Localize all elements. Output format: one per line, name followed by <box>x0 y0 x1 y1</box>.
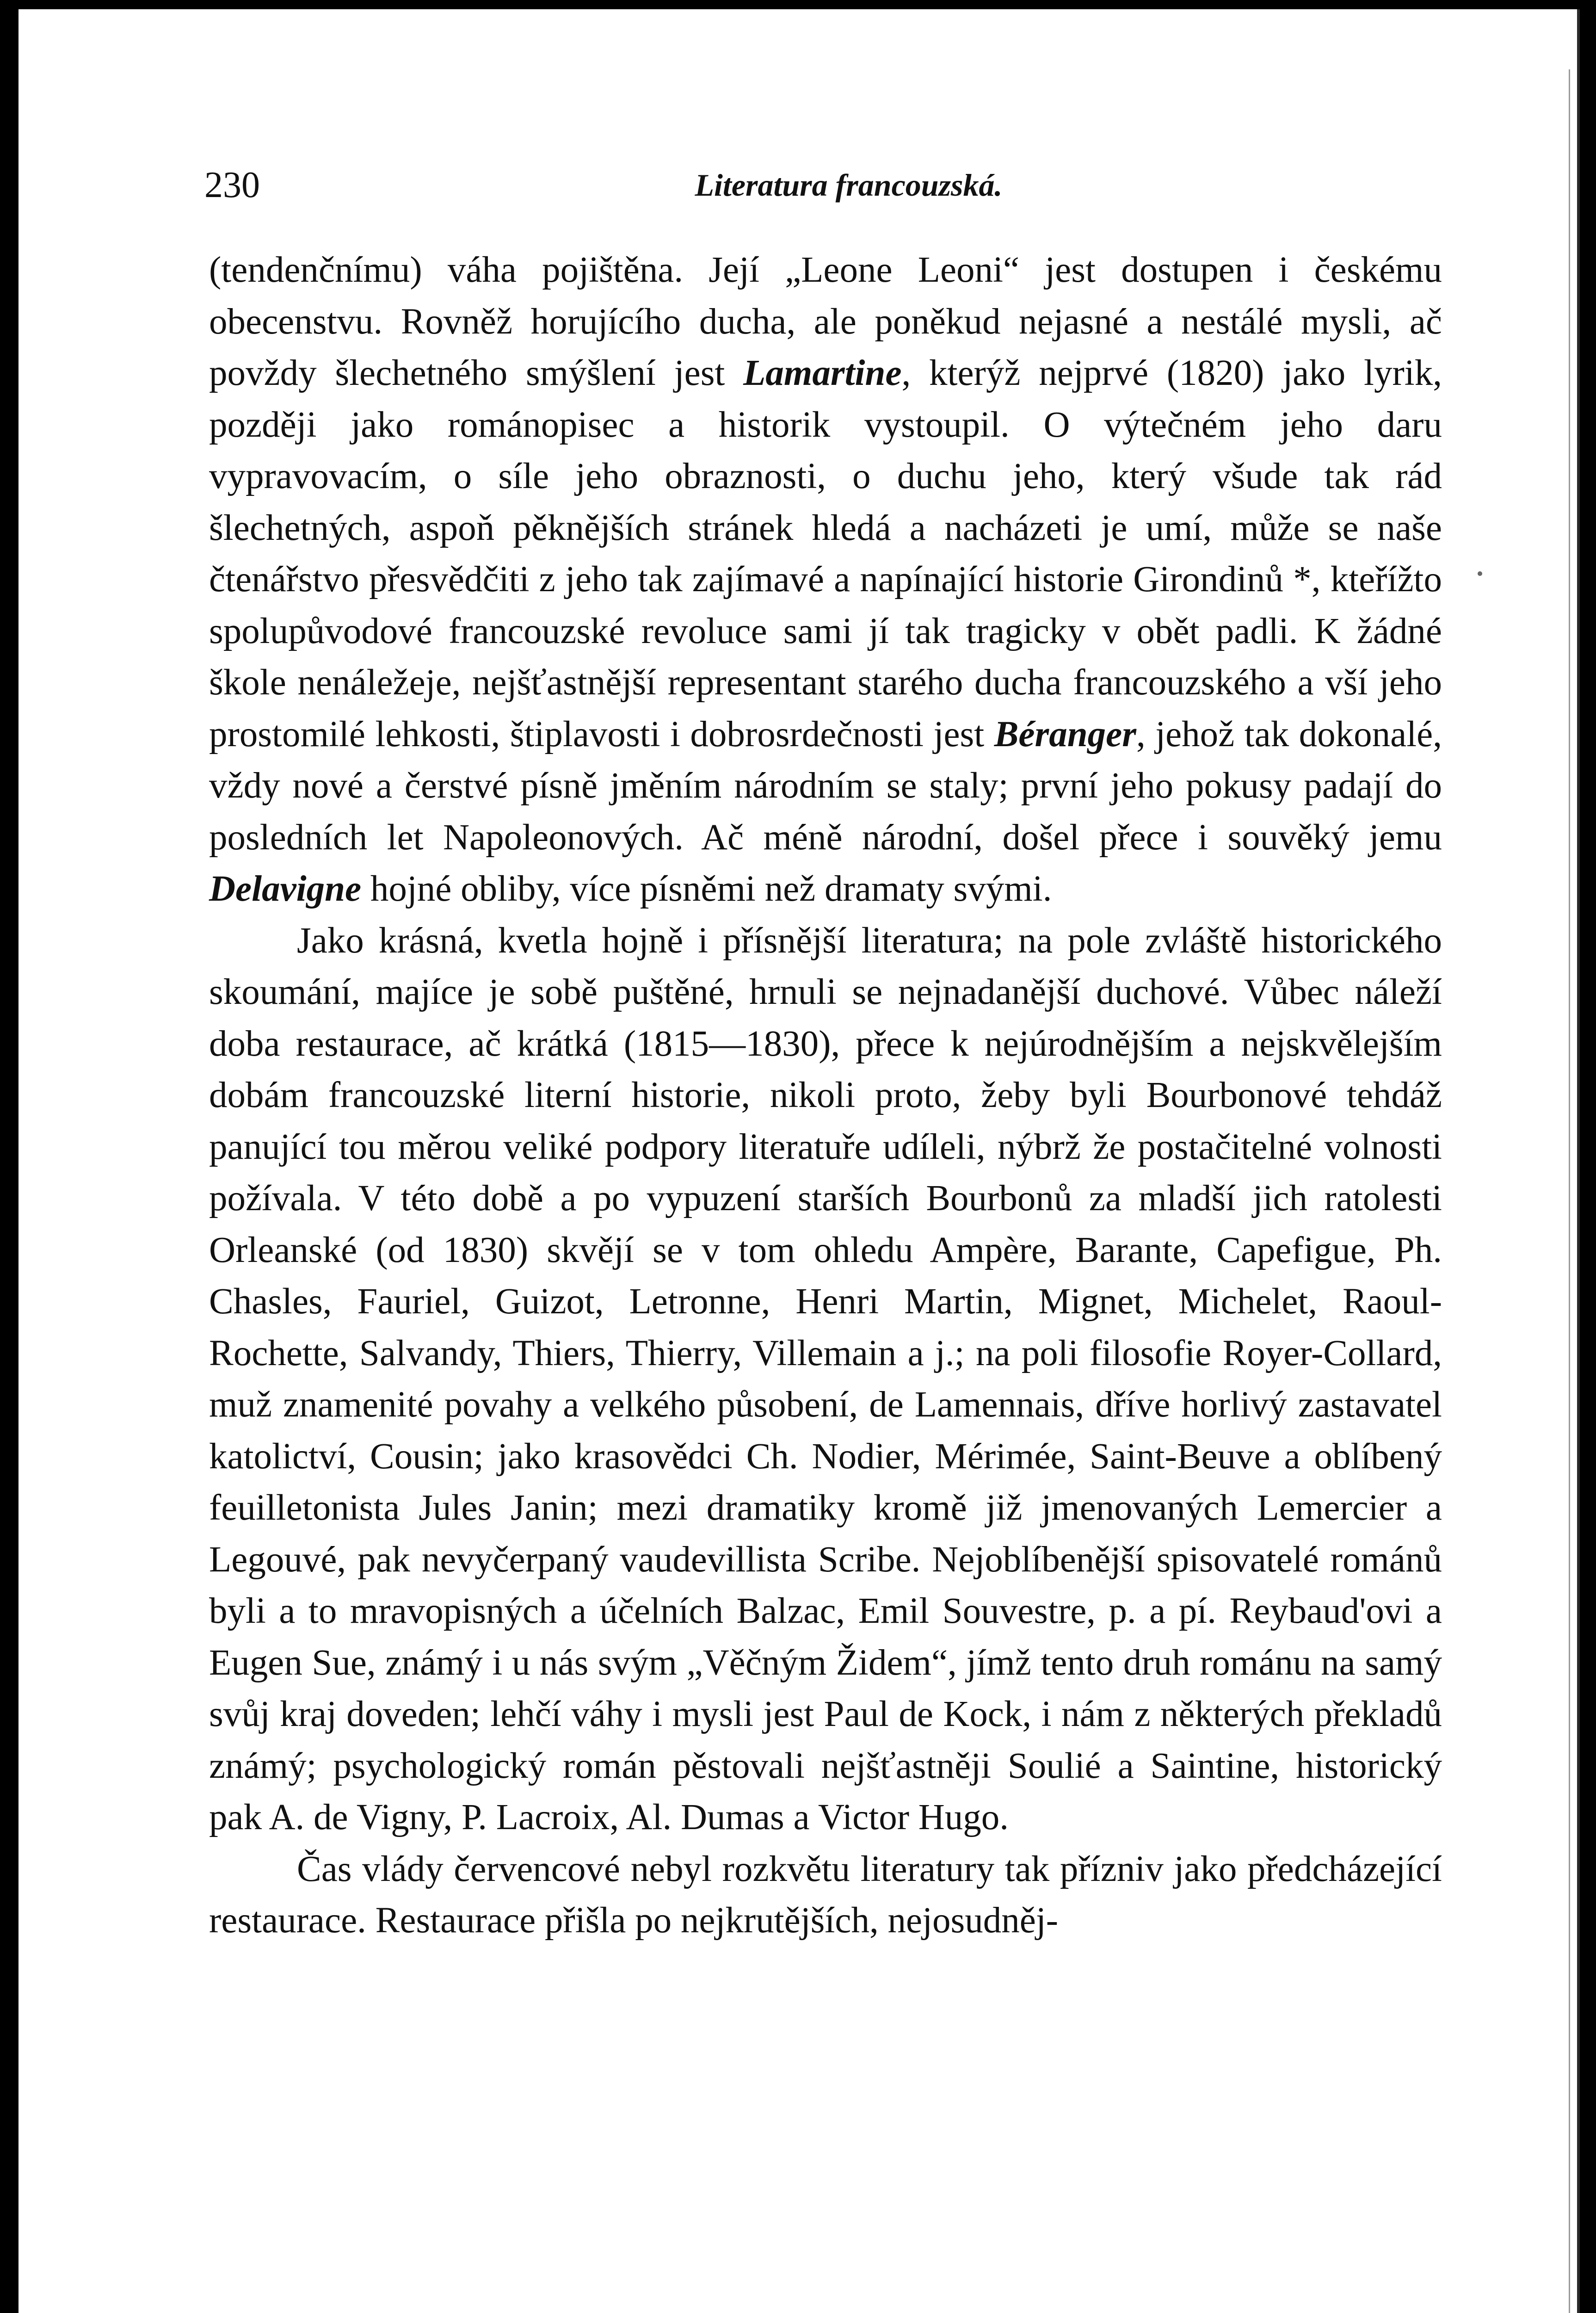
name-delavigne: Delavigne <box>209 869 362 909</box>
name-beranger: Béranger <box>994 714 1136 755</box>
stray-ink-mark <box>1478 571 1482 576</box>
paragraph-3: Čas vlády červencové nebyl rozkvětu literatury tak přízniv jako předcházející restaurace. Restaurace přišla po nejkrutějších, nejosudněj- <box>209 1849 1442 1941</box>
page-number: 230 <box>204 165 260 205</box>
paragraph-1 <box>209 244 1442 915</box>
name-lamartine: Lamartine <box>743 353 902 393</box>
paragraph-1-text-a: (tendenčnímu) váha pojištěna. Její „Leone Leoni“ jest dostupen i českému obecenstvu. Rovněž horujícího ducha, ale poněkud nejasné a nestálé mysli, ač povždy šlechetného smýšlení jest <box>209 250 1442 393</box>
page-edge-line <box>1569 69 1570 2313</box>
running-head <box>181 162 1442 208</box>
paragraph-2: Jako krásná, kvetla hojně i přísnější literatura; na pole zvláště historického skoumání, majíce je sobě puštěné, hrnuli se nejnadanější duchové. Vůbec náleží doba restaurace, ač krátká (1815—1830), přece k nejúrodnějším a nejskvělejším dobám francouzské literní historie, nikoli proto, žeby byli Bourbonové tehdáž panující tou měrou veliké podpory literatuře udíleli, nýbrž že postačitelné volnosti požívala. V této době a po vypuzení starších Bourbonů za mladší jich ratolesti Orleanské (od 1830) skvějí se v tom ohledu Ampère, Barante, Capefigue, Ph. Chasles, Fauriel, Guizot, Letronne, Henri Martin, Mignet, Michelet, Raoul-Rochette, Salvandy, Thiers, Thierry, Villemain a j.; na poli filosofie Royer-Collard, muž znamenité povahy a velkého působení, de Lamennais, dříve horlivý zastavatel katolictví, Cousin; jako krasovědci Ch. Nodier, Mérimée, Saint-Beuve a oblíbený feuilletonista Jules Janin; mezi dramatiky kromě již jmenovaných Lemercier a Legouvé, pak nevyčerpaný vaudevillista Scribe. Nejoblíbenější spisovatelé románů byli a to mravopisných a účelních Balzac, Emil Souvestre, p. a pí. Reybaud'ovi a Eugen Sue, známý i u nás svým „Věčným Židem“, jímž tento druh románu na samý svůj kraj doveden; lehčí váhy i mysli jest Paul de Kock, i nám z některých překladů známý; psychologický román pěstovali nejšťastněji Soulié a Saintine, historický pak A. de Vigny, P. Lacroix, Al. Dumas a Victor Hugo. <box>209 920 1442 1837</box>
paragraph-1-text-c: , jehož tak dokonalé, vždy nové a čerstvé písně jměním národním se staly; první jeho pokusy padají do posledních let Napoleonových. Ač méně národní, došel přece i souvěký jemu <box>209 714 1442 858</box>
scanned-page <box>18 9 1580 2313</box>
paragraph-1-text-b: , kterýž nejprvé (1820) jako lyrik, později jako románopisec a historik vystoupil. O výtečném jeho daru vypravovacím, o síle jeho obraznosti, o duchu jeho, který všude tak rád šlechetných, aspoň pěknějších stránek hledá a nacházeti je umí, může se naše čtenářstvo přesvědčiti z jeho tak zajímavé a napínající historie Girondinů *, kteřížto spolupůvodové francouzské revoluce sami jí tak tragicky v obět padli. K žádné škole nenáležeje, nejšťastnější representant starého ducha francouzského a vší jeho prostomilé lehkosti, štiplavosti i dobrosrdečnosti jest <box>209 353 1442 755</box>
running-title: Literatura francouzská. <box>695 167 1003 203</box>
paragraph-1-text-d: hojné obliby, více písněmi než dramaty svými. <box>361 869 1052 909</box>
body-text <box>209 244 1442 1947</box>
